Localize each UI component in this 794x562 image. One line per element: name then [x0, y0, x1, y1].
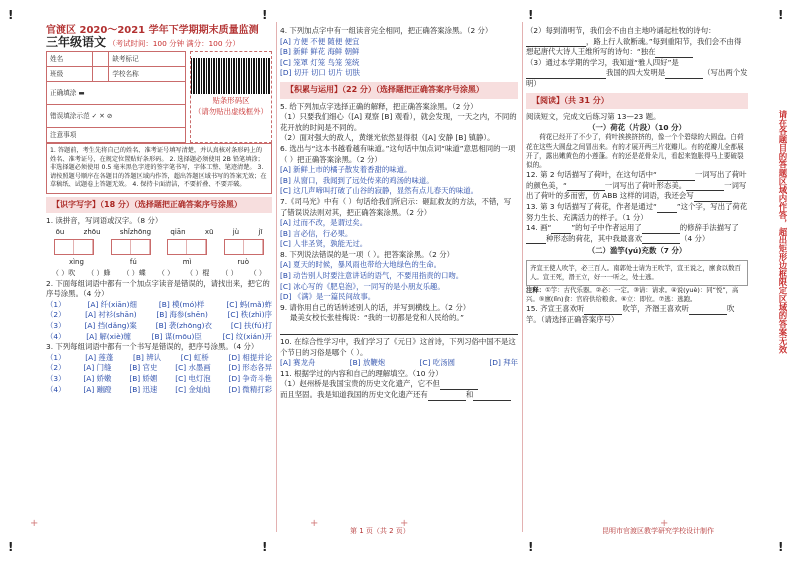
q11-line: （写出两个发明）	[526, 68, 748, 88]
answer-blank[interactable]	[526, 235, 546, 244]
classical-text: 齐宣王使人吹竽，必三百人。南郭处士请为王吹竽，宣王说之，廪食以数百人。宣王死，湣王立，好一一听之，处士逃。	[526, 260, 748, 286]
answer-blank[interactable]	[655, 49, 693, 58]
q11-line: 我国的四大发明是	[606, 68, 666, 78]
section-header: 【阅读】（共 31 分）	[526, 93, 748, 110]
option[interactable]: [D] 《满》是一篇民间故事。	[280, 292, 376, 302]
option-row[interactable]: （1） [A] 莲蓬 [B] 辨认 [C] 虹桥 [D] 相提并论	[46, 352, 272, 362]
registration-cross: +	[30, 518, 39, 529]
section-header: 【识字写字】（18 分）（选择题把正确答案序号涂黑）	[46, 197, 272, 214]
option[interactable]: [B] 从窗口，我闻到了远处传来的鸡汤的味道。	[280, 175, 434, 185]
writing-grid	[46, 239, 272, 255]
option[interactable]: [A] 新鲜上市的橘子散发着香甜的味道。	[280, 165, 412, 175]
option-row[interactable]: （1） [A] 纤(xiān)细 [B] 模(mó)样 [C] 蚂(mǎ)蚱	[46, 299, 272, 309]
column-divider	[276, 22, 277, 532]
q11-and: 和	[465, 390, 474, 399]
notes-box: 1. 答题前，考生先将自己的姓名、准考证号填写清楚，并认真核对条形码上的姓名、准考证号，在规定位置贴好条形码。 2. 选择题必须使用 2B 铅笔填涂；非选择题必须使用 0.5 毫米黑色字迹的签字笔书写，字体工整、笔迹清楚。 3. 请按照题号顺序在各题目的答题区域内作答，超出答题区域书写的答案无效；在草稿纸、试题卷上答题无效。 4. 保持卡面清洁，不要折叠、不要弄破。	[46, 143, 272, 194]
option-row[interactable]: （2） [A] 门缝 [B] 官史 [C] 水墨画 [D] 形态各异	[46, 363, 272, 373]
answer-blank[interactable]	[686, 182, 724, 191]
corner-mark: !	[262, 540, 268, 554]
option-row[interactable]: （3） [A] 挡(dǎng)案 [B] 袭(zhōng)衣 [C] 扶(fú)打	[46, 321, 272, 331]
corner-mark: !	[778, 8, 784, 22]
wrong-fill-label: 错误填涂示范	[50, 111, 90, 120]
question-12: 12. 第 2 句话描写了荷叶，在这句话中“	[526, 170, 657, 180]
question-1: 1. 读拼音，写词语或汉字。（8 分）	[46, 216, 163, 226]
corner-mark: !	[778, 540, 784, 554]
question-7: 7.《司马光》中有（ ）句话给我们所启示：砸缸救友的方法，不错，写了错误说法则对其，把正确答案涂黑。（2 分）	[280, 196, 512, 217]
option-row[interactable]: [A] 赛龙舟 [B] 放鞭炮 [C] 吃汤圆 [D] 拜年	[280, 358, 518, 368]
column-divider	[522, 22, 523, 532]
answer-box[interactable]	[224, 239, 264, 255]
option[interactable]: [B] 动告别人时要注意讲话的语气，不要用指责的口吻。	[280, 271, 464, 281]
answer-box[interactable]	[167, 239, 207, 255]
correct-fill-label: 正确填涂	[50, 88, 77, 97]
question-9: 9. 请你用自己的话转述别人的话，并写到横线上。（2 分）	[280, 302, 471, 312]
q5-item: （1）只要我们细心（[A] 观察 [B] 观看），就会发现，一天之内，不同的花开放的时间是不同的。	[280, 112, 517, 132]
answer-box[interactable]	[54, 239, 94, 255]
option-row[interactable]: （3） [A] 娇嫩 [B] 娇媚 [C] 电灯泡 [D] 争奇斗艳	[46, 374, 272, 383]
column-3: （2）每到清明节，我们会不由自主地吟诵起杜牧的诗句： ，路上行人欲断魂。”每到重阳节，我们会不由得想起唐代大诗人王维所写的诗句：“独在 （3）通过本学期的学习，我知道“雅人四好”是 我国的四大发明是 （写出两个发明） 【阅读】（共 31 分） 阅读短文，完成文后练习第 13—23 题。 （一）荷花（片段）（10 分） 荷花已经开了不少了，荷叶挨挨挤挤的，像一个个碧绿的大圆盘。白荷花在这些大圆盘之间冒出来。有的才展开两三片花瓣儿。有的花瓣儿全都展开了，露出嫩黄色的小莲蓬。有的还是花骨朵儿，看起来饱胀得马上要破裂似的。 12. 第 2 句话描写了荷叶，在这句话中“ 一词写出了荷叶的颜色美，“ 一词写出了荷叶形态美。 一词写出了荷叶的多而密，仿 ABB 这样的词语，我还会写 13. 第 3 句话描写了荷花，作者是通过“ ”这个字，写出了荷花努力生长、充满活力的样子。（1 分） 14. 画“ ”的句子中作者运用了 的修辞手法描写了种形态的荷花，其中我最喜欢 （4 分） （二）滥竽(yú)充数（7 分） 齐宣王使人吹竽，必三百人。南郭处士请为王吹竽，宣王说之，廪食以数百人。宣王死，湣王立，好一一听之，处士逃。 注释：①竽：古代乐器。②必：一定。③请：请求。④说(yuè)：同“悦”，高兴。⑤廪(lǐn)食：官府供给粮食。⑥立：即位。⑦逃：逃跑。 15. 齐宣王喜欢听 吹竽，齐湣王喜欢听 吹竽。（请选择正确答案序号）	[526, 26, 748, 324]
answer-blank[interactable]	[665, 70, 703, 79]
question-10: 10. 在综合性学习中，我们学习了《元日》这首诗，下列习俗中国不是这个节日的习俗是哪个（ ）。	[280, 337, 516, 357]
answer-blank[interactable]	[657, 172, 695, 181]
answer-blank[interactable]	[642, 235, 680, 244]
passage-title: （一）荷花（片段）（10 分）	[588, 122, 686, 132]
subject: 三年级语文	[46, 34, 107, 49]
question-2: 2. 下面每组词语中都有一个加点字读音是错误的，请找出来，把它的序号涂黑。（4 分）	[46, 278, 270, 299]
question-6: 6. 选出与“这本书越看越有味道。”这句话中加点词“味道”意思相同的一项（ ）把正确答案涂黑。（2 分）	[280, 143, 516, 164]
question-3: 3. 下列每组词语中都有一个书写是错误的，把序号涂黑。（4 分）	[46, 342, 259, 352]
q9-quote: 最美女校长张桂梅说：“我的一切都是党和人民给的。”	[290, 313, 464, 323]
q11-part3: （3）通过本学期的学习，我知道“雅人四好”是	[526, 57, 679, 67]
answer-blank[interactable]	[689, 306, 727, 315]
exam-title: 官渡区 2020～2021 学年下学期期末质量监测	[46, 25, 259, 36]
option-row[interactable]: （2） [A] 衬衫(shān) [B] 海参(shēn) [C] 秩(zhì)序	[46, 310, 272, 320]
registration-cross: +	[310, 518, 319, 529]
answer-blank[interactable]	[473, 392, 511, 401]
question-13: 13. 第 3 句话描写了荷花，作者是通过“	[526, 201, 657, 211]
barcode-area	[190, 51, 272, 143]
question-4: 4. 下列加点字中有一组读音完全相同，把正确答案涂黑。（2 分）	[280, 26, 493, 35]
question-11: 11. 根据学过的内容和自己的理解填空。（10 分）	[280, 368, 443, 378]
option[interactable]: [A] 夏天的时候，暴风雨也带给大地绿色的生命。	[280, 260, 441, 270]
notice-label: 注意事项	[47, 128, 186, 143]
option[interactable]: [A] 过而不改，是谓过矣。	[280, 218, 368, 228]
absent-label: 缺考标记	[109, 52, 186, 67]
registration-cross: +	[400, 518, 409, 529]
corner-mark: !	[262, 8, 268, 22]
passage-text: 荷花已经开了不少了，荷叶挨挨挤挤的，像一个个碧绿的大圆盘。白荷花在这些大圆盘之间冒出来。有的才展开两三片花瓣儿。有的花瓣儿全都展开了，露出嫩黄色的小莲蓬。有的还是花骨朵儿，看起来饱胀得马上要破裂似的。	[526, 133, 744, 169]
option-row[interactable]: （4） [A] 解(xiè)缠 [B] 谋(mōu)臣 [C] 纹(xián)开	[46, 331, 272, 341]
school-label: 学校名称	[109, 67, 186, 82]
notes-label: 注释：	[526, 285, 546, 294]
char-row: （ ）吹 （ ）蜂 （ ）蝶 （ ） （ ）棍 （ ） （ ）	[52, 269, 266, 278]
vertical-warning: 请在各题目的答题区域内作答，超出矩形边框限定区域的答案无效	[778, 110, 788, 354]
q5-item: （2）面对强大的敌人，黄继光依然显得很（[A] 安静 [B] 镇静）。	[280, 133, 495, 143]
question-5: 5. 给下列加点字选择正确的解释，把正确答案涂黑。（2 分）	[280, 101, 478, 111]
option[interactable]: [B] 言必信，行必果。	[280, 228, 353, 238]
option-row[interactable]: （4） [A] 蹦蹬 [B] 迅速 [C] 金灿灿 [D] 微精打彩	[46, 384, 272, 394]
question-15: 15. 齐宣王喜欢听	[526, 303, 585, 313]
answer-blank[interactable]	[428, 392, 466, 401]
class-label: 班级	[47, 67, 93, 82]
option[interactable]: [B] 新鲜 鲜花 海鲜 朝鲜	[280, 47, 360, 57]
barcode-note: （请勿贴出虚线框外）	[194, 106, 268, 116]
answer-line[interactable]	[280, 324, 518, 335]
option[interactable]: [C] 笼罩 灯笼 鸟笼 笼统	[280, 57, 360, 67]
option[interactable]: [D] 切开 切口 切片 切肤	[280, 68, 360, 78]
option[interactable]: [A] 方便 不便 随便 便宜	[280, 36, 360, 46]
corner-mark: !	[8, 540, 14, 554]
pinyin-row: ōu zhōu shǐzhōng qiān xū jù jī	[55, 227, 263, 236]
answer-blank[interactable]	[526, 38, 586, 47]
column-2	[280, 26, 518, 401]
answer-blank[interactable]	[642, 225, 680, 234]
passage2-title: （二）滥竽(yú)充数（7 分）	[587, 246, 687, 256]
column-1	[46, 26, 272, 395]
exam-info: （考试时间：100 分钟 满分：100 分）	[108, 38, 240, 48]
barcode	[191, 58, 271, 94]
notes-text: ①竽：古代乐器。②必：一定。③请：请求。④说(yuè)：同“悦”，高兴。⑤廪(lǐn)食：官府供给粮食。⑥立：即位。⑦逃：逃跑。	[526, 285, 739, 303]
corner-mark: !	[528, 8, 534, 22]
corner-mark: !	[8, 8, 14, 22]
option[interactable]: [C] 人非圣贤，孰能无过。	[280, 239, 368, 249]
corner-mark: !	[528, 540, 534, 554]
option[interactable]: [C] 这几声啼叫打破了山谷的寂静，显然有点儿春天的味道。	[280, 186, 479, 196]
q11-text: （1）赵州桥是我国宝贵的历史文化遗产，它不但	[280, 379, 440, 389]
q11-line: ，路上行人欲断魂。”每到重阳节，我们会不由得想起唐代大诗人王维所写的诗句：“独在	[526, 36, 742, 57]
answer-blank[interactable]	[551, 225, 571, 234]
answer-blank[interactable]	[657, 204, 677, 213]
page-footer: 第 1 页（共 2 页）	[350, 527, 410, 535]
pinyin-row: xìng fú mì ruò	[68, 258, 250, 267]
question-8: 8. 下列说法错误的是一项（ ）。把答案涂黑。（2 分）	[280, 249, 454, 259]
barcode-label: 贴条形码区	[212, 96, 250, 106]
student-info-table: 姓名 缺考标记 班级 学校名称 正确填涂 ▬ 错误填涂示范 ✓ ✕ ⊘ 注意事项	[46, 51, 186, 143]
q11-text: 而且坚固。我是知道我国的历史文化遗产还有	[280, 390, 428, 399]
publisher-footer: 昆明市官渡区教学研究学校设计制作	[602, 527, 714, 535]
option[interactable]: [C] 冰心写的《肥皂泡》，一同写的是小朋友乐趣。	[280, 281, 445, 291]
answer-blank[interactable]	[567, 182, 605, 191]
reading-intro: 阅读短文，完成文后练习第 13—23 题。	[526, 112, 661, 122]
q11-part2: （2）每到清明节，我们会不由自主地吟诵起杜牧的诗句：	[526, 26, 716, 35]
question-14: 14. 画“	[526, 223, 552, 233]
answer-box[interactable]	[111, 239, 151, 255]
section-header: 【积累与运用】（22 分）（选择题把正确答案序号涂黑）	[280, 82, 518, 99]
answer-blank[interactable]	[694, 193, 732, 202]
answer-blank[interactable]	[584, 306, 622, 315]
answer-blank[interactable]	[526, 70, 606, 79]
name-label: 姓名	[47, 52, 93, 67]
answer-blank[interactable]	[440, 381, 478, 390]
registration-cross: +	[660, 518, 669, 529]
